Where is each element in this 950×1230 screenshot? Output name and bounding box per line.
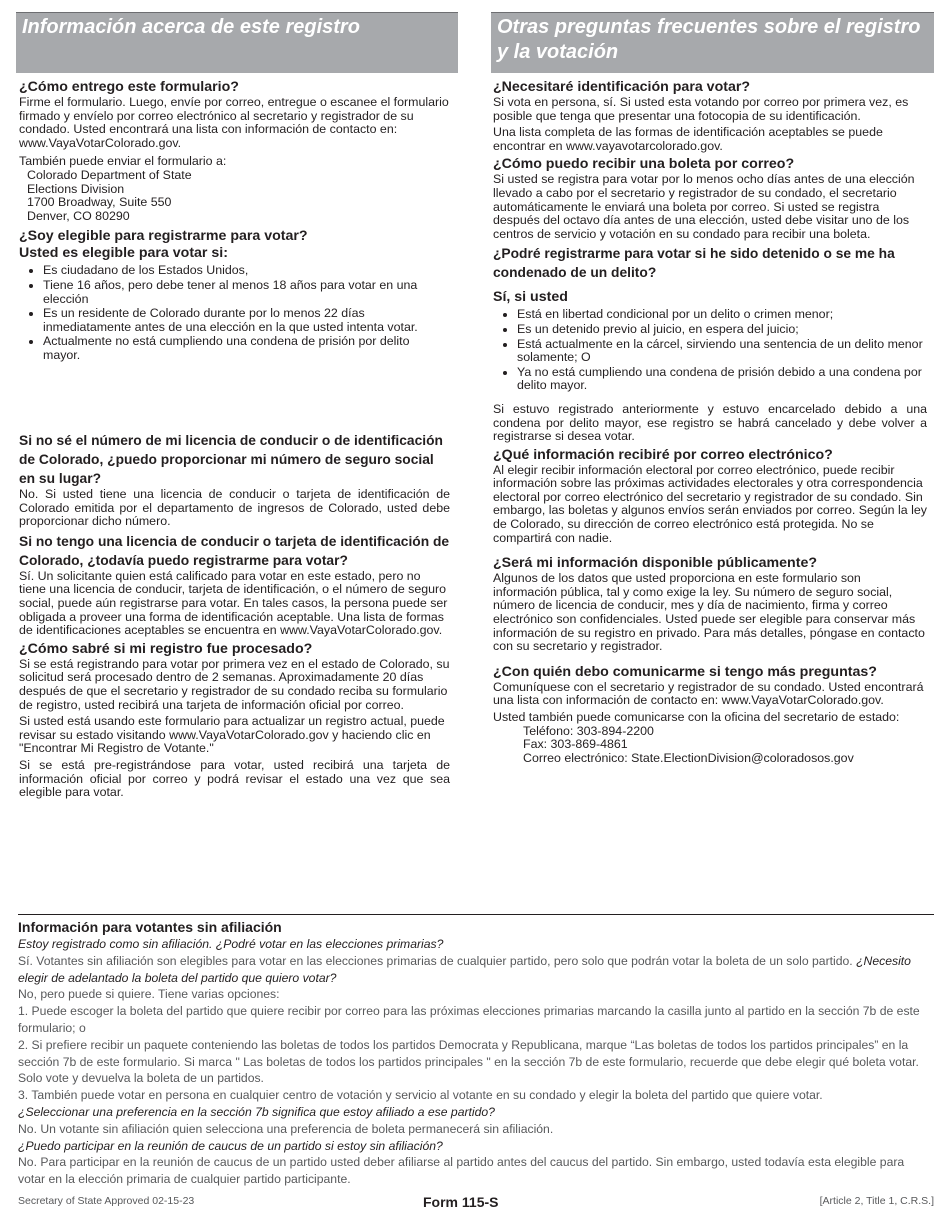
unaffiliated-section xyxy=(18,914,934,1188)
unaffiliated-a2: No, pero puede si quiere. Tiene varias opciones: xyxy=(18,987,280,1002)
question-processed: ¿Cómo sabré si mi registro fue procesado? xyxy=(19,640,313,657)
list-item: • Ya no está cumpliendo una condena de prisión debido a una condena por delito mayor. xyxy=(517,366,927,393)
unaffiliated-q4: ¿Puedo participar en la reunión de caucus de un partido si estoy sin afiliación? xyxy=(18,1138,443,1153)
phone: Teléfono: 303-894-2200 xyxy=(523,723,654,738)
answer-id-list: Una lista completa de las formas de identificación aceptables se puede encontrar en www.vayavotarcolorado.gov. xyxy=(493,125,883,153)
answer-mail-ballot: Si usted se registra para votar por lo menos ocho días antes de una elección llevado a cabo por el secretario y registrador de su condado, el secretario automáticamente le enviará una boleta por correo. Si usted se registra después del octavo día antes de una elección, usted debe visitar uno de los centros de servicio y votación en su condado para recibir una boleta. xyxy=(493,172,915,241)
list-item: • Actualmente no está cumpliendo una condena de prisión por delito mayor. xyxy=(43,335,450,362)
detained-list xyxy=(493,308,927,393)
unaffiliated-a3: No. Un votante sin afiliación quien selecciona una preferencia de boleta permanecerá sin afiliación. xyxy=(18,1121,554,1136)
answer-processed-preregister: Si se está pre-registrándose para votar, usted recibirá una tarjeta de información oficial por correo y podrá revisar el estado una vez que sea elegible para votar. xyxy=(19,757,450,800)
unaffiliated-option-1: 1. Puede escoger la boleta del partido que quiere recibir por correo para las próximas elecciones primarias marcando la casilla junto al partido en la sección 7b de este formulario; o xyxy=(18,1004,920,1035)
question-no-license: Si no tengo una licencia de conducir o tarjeta de identificación de Colorado, ¿todavía puedo registrarme para votar? xyxy=(19,533,450,568)
unaffiliated-a1-block xyxy=(18,953,934,987)
unaffiliated-option-3: 3. También puede votar en persona en cualquier centro de votación y servicio al votante en su condado y elegir la boleta del partido que quiere votar. xyxy=(18,1088,823,1103)
address-line: Colorado Department of State xyxy=(27,167,192,182)
answer-ssn: No. Si usted tiene una licencia de conducir o tarjeta de identificación de Colorado emitida por el departamento de ingresos de Colorado, usted debe proporcionar dicho número. xyxy=(19,487,450,529)
email: Correo electrónico: State.ElectionDivision@coloradosos.gov xyxy=(523,750,854,765)
detained-intro: Sí, si usted xyxy=(493,289,568,306)
approval-note: Secretary of State Approved 02-15-23 xyxy=(18,1195,195,1207)
answer-id: Si vota en persona, sí. Si usted esta votando por correo por primera vez, es posible que tenga que presentar una fotocopia de su identificación. xyxy=(493,95,909,123)
answer-processed-update: Si usted está usando este formulario para actualizar un registro actual, puede revisar su estado visitando www.VayaVotarColorado.gov y haciendo clic en "Encontrar Mi Registro de Votante." xyxy=(19,714,445,756)
question-ssn: Si no sé el número de mi licencia de conducir o de identificación de Colorado, ¿puedo proporcionar mi número de seguro social en su lugar? xyxy=(19,433,443,486)
question-public: ¿Será mi información disponible públicamente? xyxy=(493,555,817,572)
unaffiliated-q1: Estoy registrado como sin afiliación. ¿Podré votar en las elecciones primarias? xyxy=(18,937,444,951)
answer-detained: Si estuvo registrado anteriormente y estuvo encarcelado debido a una condena por delito mayor, ese registro se habrá cancelado y debe volver a registrarse si desea votar. xyxy=(493,401,927,444)
list-item: • Es un detenido previo al juicio, en espera del juicio; xyxy=(517,323,927,337)
mailing-address xyxy=(19,169,450,223)
mail-form-intro: También puede enviar el formulario a: xyxy=(19,154,227,169)
question-mail-ballot: ¿Cómo puedo recibir una boleta por correo? xyxy=(493,156,795,173)
statute-reference: [Article 2, Title 1, C.R.S.] xyxy=(819,1195,934,1207)
answer-contact-sos: Usted también puede comunicarse con la oficina del secretario de estado: xyxy=(493,710,900,724)
right-column xyxy=(493,79,927,765)
question-submit-form: ¿Cómo entrego este formulario? xyxy=(19,79,239,95)
address-line: Denver, CO 80290 xyxy=(27,208,130,223)
question-eligibility: ¿Soy elegible para registrarme para votar? xyxy=(19,228,308,245)
unaffiliated-q3: ¿Seleccionar una preferencia en la sección 7b significa que estoy afiliado a ese partido? xyxy=(18,1104,495,1119)
answer-no-license: Sí. Un solicitante quien está calificado para votar en este estado, pero no tiene una licencia de conducir, tarjeta de identificación, o el número de seguro social, puede aún registrarse para votar. En tales casos, la persona puede ser obligada a proveer una forma de identificación aceptable. Una lista de formas de identificaciones aceptables se encuentra en www.VayaVotarColorado.gov. xyxy=(19,568,448,638)
left-column xyxy=(19,79,450,364)
unaffiliated-a4: No. Para participar en la reunión de caucus de un partido usted deber afiliarse al partido antes del caucus del partido. Sin embargo, usted todavía esta elegible para votar en la elección primaria de cualquier partido participante. xyxy=(18,1155,905,1187)
left-column-lower xyxy=(19,431,450,800)
fax: Fax: 303-869-4861 xyxy=(523,737,628,752)
answer-contact: Comuníquese con el secretario y registrador de su condado. Usted encontrará una lista con información de contacto en: www.VayaVotarColorado.gov. xyxy=(493,679,924,708)
answer-processed: Si se está registrando para votar por primera vez en el estado de Colorado, su solicitud será procesado dentro de 2 semanas. Aproximadamente 20 días después de que el secretario y registrador de su condado reciba su formulario de registro, usted recibirá una tarjeta de información oficial por correo. xyxy=(19,656,450,712)
answer-submit-form: Firme el formulario. Luego, envíe por correo, entregue o escanee el formulario firmado y envíelo por correo electrónico al secretario y registrador de su condado. Usted encontrará una lista con información de contacto en: www.VayaVotarColorado.gov. xyxy=(19,95,449,150)
answer-email: Al elegir recibir información electoral por correo electrónico, puede recibir información sobre las próximas actividades electorales y otra correspondencia electoral por correo electrónico del secretario y registrador de su condado. Sin embargo, las boletas y algunos envíos serán enviados por correo. Según la ley de Colorado, su dirección de correo electrónico está protegida. No se compartirá con nadie. xyxy=(493,462,927,545)
unaffiliated-a1: Sí. Votantes sin afiliación son elegibles para votar en las elecciones primarias de cualquier partido, pero solo que podrán votar la boleta de un solo partido. xyxy=(18,953,853,968)
list-item: • Es ciudadano de los Estados Unidos, xyxy=(43,264,450,278)
right-section-header xyxy=(491,12,934,73)
list-item: • Está en libertad condicional por un delito o crimen menor; xyxy=(517,308,927,322)
list-item: • Está actualmente en la cárcel, sirviendo una sentencia de un delito menor solamente; O xyxy=(517,338,927,365)
list-item: • Es un residente de Colorado durante por lo menos 22 días inmediatamente antes de una elección en la que usted intenta votar. xyxy=(43,307,450,334)
eligibility-list xyxy=(19,264,450,362)
question-id: ¿Necesitaré identificación para votar? xyxy=(493,79,751,95)
question-detained: ¿Podré registrarme para votar si he sido detenido o se me ha condenado de un delito? xyxy=(493,246,895,281)
answer-public: Algunos de los datos que usted proporciona en este formulario son información pública, tal y como exige la ley. Su número de seguro social, número de licencia de conducir, mes y día de nacimiento, firma y correo electrónico son confidenciales. Usted puede ser elegible para conservar más información de su registro en privado. Para más detalles, póngase en contacto con su secretario y registrador. xyxy=(493,571,925,654)
eligibility-intro: Usted es elegible para votar si: xyxy=(19,245,228,262)
left-section-header xyxy=(16,12,458,73)
form-number: Form 115-S xyxy=(423,1194,499,1210)
address-line: 1700 Broadway, Suite 550 xyxy=(27,195,172,210)
list-item: • Tiene 16 años, pero debe tener al menos 18 años para votar en una elección xyxy=(43,279,450,306)
left-header-text: Información acerca de este registro xyxy=(22,16,360,38)
contact-info xyxy=(493,725,927,766)
address-line: Elections Division xyxy=(27,181,125,196)
unaffiliated-option-2: 2. Si prefiere recibir un paquete conteniendo las boletas de todos los partidos Democrata y Republicana, marque “Las boletas de todos los partidos principales” en la sección 7b de este formulario. Si marca " Las boletas de todos los partidos principales " en la sección 7b de este formulario, recuerde que debe elegir qué boleta votar. Solo vote y devuelva la boleta de un partidos. xyxy=(18,1037,919,1086)
question-contact: ¿Con quién debo comunicarme si tengo más preguntas? xyxy=(493,663,877,680)
right-header-text: Otras preguntas frecuentes sobre el registro y la votación xyxy=(497,16,921,63)
unaffiliated-q2: ¿Necesito elegir de adelantado la boleta del partido que quiero votar? xyxy=(18,953,911,985)
unaffiliated-title: Información para votantes sin afiliación xyxy=(18,919,282,935)
question-email: ¿Qué información recibiré por correo electrónico? xyxy=(493,446,833,463)
